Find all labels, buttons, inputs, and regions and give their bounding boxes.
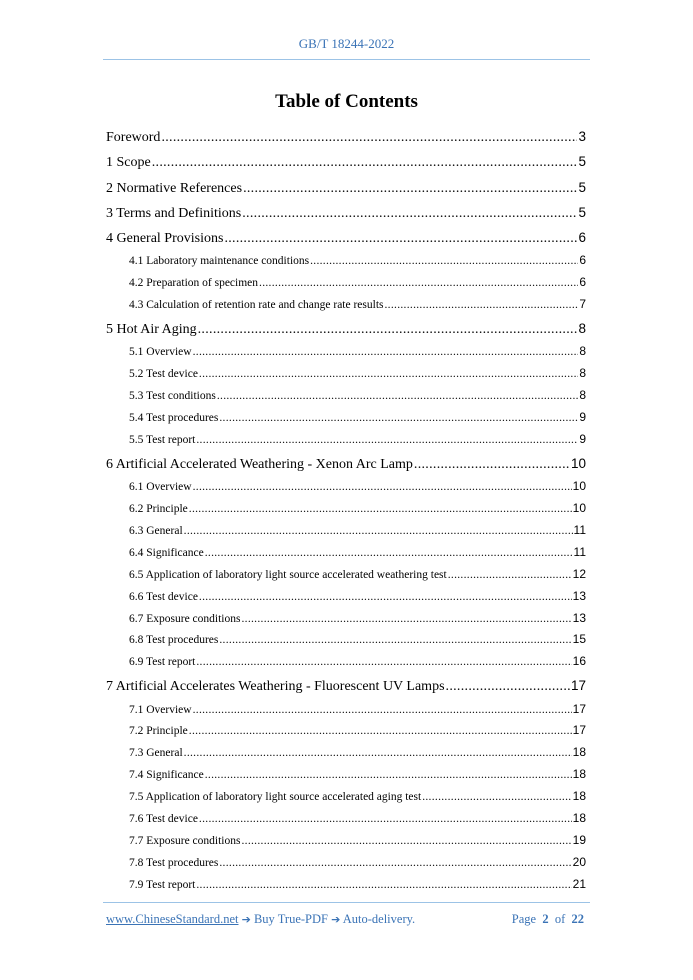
- toc-entry-subsection[interactable]: [106, 542, 586, 564]
- toc-entry-page-number: 17: [570, 678, 586, 694]
- toc-entry-subsection[interactable]: [106, 385, 586, 407]
- toc-entry-title: 6.8 Test procedures: [129, 634, 219, 647]
- toc-entry-page-number: 17: [572, 701, 586, 716]
- buy-true-pdf-text: Buy True-PDF: [253, 912, 328, 926]
- toc-entry-page-number: 17: [572, 723, 586, 738]
- toc-entry-subsection[interactable]: [106, 407, 586, 429]
- toc-dot-leader: [242, 201, 577, 226]
- toc-entry-page-number: 8: [579, 388, 586, 403]
- toc-entry-subsection[interactable]: [106, 586, 586, 608]
- toc-entry-page-number: 7: [579, 297, 586, 312]
- toc-dot-leader: [189, 499, 572, 521]
- toc-entry-title: 4 General Provisions: [106, 231, 224, 247]
- toc-entry-subsection[interactable]: [106, 520, 586, 542]
- toc-entry-page-number: 6: [579, 253, 586, 268]
- toc-dot-leader: [193, 477, 572, 499]
- header-divider: [103, 59, 590, 60]
- toc-entry-subsection[interactable]: [106, 294, 586, 316]
- toc-entry-title: 7.4 Significance: [129, 769, 204, 782]
- right-arrow-icon: ➔: [331, 913, 341, 926]
- website-link[interactable]: www.ChineseStandard.net: [106, 912, 239, 926]
- toc-dot-leader: [196, 430, 578, 452]
- toc-entry-subsection[interactable]: [106, 808, 586, 830]
- toc-entry-section[interactable]: [106, 451, 586, 476]
- toc-entry-title: 6.9 Test report: [129, 656, 196, 669]
- toc-entry-page-number: 6: [578, 230, 586, 246]
- toc-entry-page-number: 11: [573, 544, 586, 559]
- toc-dot-leader: [196, 875, 571, 897]
- toc-entry-page-number: 9: [579, 432, 586, 447]
- toc-dot-leader: [219, 408, 578, 430]
- toc-entry-page-number: 19: [572, 832, 586, 847]
- toc-entry-page-number: 18: [572, 789, 586, 804]
- toc-entry-subsection[interactable]: [106, 720, 586, 742]
- toc-entry-title: 5.5 Test report: [129, 434, 196, 447]
- toc-dot-leader: [184, 743, 572, 765]
- page-title: Table of Contents: [275, 91, 418, 112]
- footer-links: [106, 912, 415, 927]
- toc-entry-page-number: 21: [572, 876, 586, 891]
- toc-entry-title: 5.1 Overview: [129, 346, 192, 359]
- toc-entry-page-number: 5: [578, 179, 586, 195]
- toc-entry-section[interactable]: [106, 316, 586, 341]
- toc-entry-subsection[interactable]: [106, 363, 586, 385]
- toc-entry-subsection[interactable]: [106, 764, 586, 786]
- toc-entry-title: 6.4 Significance: [129, 546, 204, 559]
- toc-entry-title: 6.1 Overview: [129, 481, 192, 494]
- toc-dot-leader: [241, 609, 571, 631]
- total-page-count: 22: [571, 912, 584, 926]
- toc-entry-title: Foreword: [106, 130, 161, 145]
- toc-entry-subsection[interactable]: [106, 476, 586, 498]
- toc-entry-page-number: 18: [572, 810, 586, 825]
- toc-entry-subsection[interactable]: [106, 272, 586, 294]
- toc-entry-page-number: 8: [579, 344, 586, 359]
- toc-entry-page-number: 8: [579, 366, 586, 381]
- toc-entry-page-number: 10: [572, 501, 586, 516]
- toc-dot-leader: [196, 652, 571, 674]
- toc-entry-page-number: 11: [573, 522, 586, 537]
- toc-entry-title: 4.1 Laboratory maintenance conditions: [129, 255, 310, 268]
- toc-entry-subsection[interactable]: [106, 651, 586, 673]
- toc-dot-leader: [217, 386, 578, 408]
- toc-entry-subsection[interactable]: [106, 786, 586, 808]
- toc-entry-title: 6.2 Principle: [129, 503, 188, 516]
- toc-entry-title: 4.2 Preparation of specimen: [129, 277, 259, 290]
- toc-entry-title: 7.5 Application of laboratory light source accelerated aging test: [129, 791, 422, 804]
- page-footer: [106, 912, 584, 927]
- toc-dot-leader: [152, 150, 578, 175]
- table-of-contents: [106, 124, 586, 896]
- auto-delivery-text: Auto-delivery.: [342, 912, 416, 926]
- toc-dot-leader: [199, 364, 578, 386]
- toc-dot-leader: [189, 721, 572, 743]
- toc-entry-subsection[interactable]: [106, 852, 586, 874]
- toc-entry-title: 2 Normative References: [106, 180, 243, 196]
- toc-entry-title: 6.3 General: [129, 524, 183, 537]
- toc-entry-page-number: 18: [572, 767, 586, 782]
- toc-entry-title: 6.7 Exposure conditions: [129, 612, 241, 625]
- toc-dot-leader: [385, 295, 579, 317]
- toc-dot-leader: [199, 587, 572, 609]
- toc-entry-page-number: 13: [572, 588, 586, 603]
- toc-dot-leader: [205, 543, 573, 565]
- toc-entry-subsection[interactable]: [106, 699, 586, 721]
- toc-entry-page-number: 20: [572, 854, 586, 869]
- toc-dot-leader: [224, 226, 577, 251]
- toc-entry-page-number: 10: [570, 455, 586, 471]
- toc-entry-title: 7.6 Test device: [129, 812, 198, 825]
- toc-dot-leader: [198, 317, 578, 342]
- toc-dot-leader: [310, 251, 578, 273]
- toc-entry-title: 6.6 Test device: [129, 590, 198, 603]
- toc-entry-page-number: 13: [572, 610, 586, 625]
- toc-entry-subsection[interactable]: [106, 341, 586, 363]
- toc-entry-section[interactable]: [106, 124, 586, 149]
- toc-entry-title: 7.8 Test procedures: [129, 856, 219, 869]
- toc-entry-title: 7 Artificial Accelerates Weathering - Fluorescent UV Lamps: [106, 679, 445, 695]
- toc-entry-title: 5.3 Test conditions: [129, 390, 216, 403]
- current-page-number: 2: [542, 912, 549, 926]
- toc-entry-page-number: 16: [572, 654, 586, 669]
- toc-entry-subsection[interactable]: [106, 629, 586, 651]
- document-id-header: GB/T 18244-2022: [298, 36, 395, 51]
- toc-dot-leader: [414, 452, 570, 477]
- toc-entry-title: 7.1 Overview: [129, 703, 192, 716]
- toc-entry-section[interactable]: [106, 200, 586, 225]
- toc-dot-leader: [193, 342, 579, 364]
- toc-entry-subsection[interactable]: [106, 830, 586, 852]
- toc-entry-title: 7.3 General: [129, 747, 183, 760]
- toc-entry-subsection[interactable]: [106, 608, 586, 630]
- toc-entry-subsection[interactable]: [106, 429, 586, 451]
- toc-entry-title: 7.7 Exposure conditions: [129, 834, 241, 847]
- toc-dot-leader: [243, 176, 577, 201]
- toc-entry-title: 7.9 Test report: [129, 878, 196, 891]
- toc-entry-subsection[interactable]: [106, 742, 586, 764]
- toc-entry-page-number: 5: [578, 204, 586, 220]
- footer-divider: [103, 902, 590, 903]
- toc-dot-leader: [446, 674, 570, 699]
- toc-entry-page-number: 9: [579, 410, 586, 425]
- toc-dot-leader: [161, 125, 577, 150]
- toc-entry-page-number: 6: [579, 275, 586, 290]
- toc-dot-leader: [205, 765, 572, 787]
- toc-entry-title: 5.4 Test procedures: [129, 412, 219, 425]
- toc-entry-title: 6 Artificial Accelerated Weathering - Xenon Arc Lamp: [106, 456, 413, 472]
- toc-entry-subsection[interactable]: [106, 564, 586, 586]
- toc-entry-page-number: 5: [578, 154, 586, 170]
- toc-entry-title: 4.3 Calculation of retention rate and change rate results: [129, 299, 384, 312]
- toc-entry-title: 3 Terms and Definitions: [106, 205, 242, 221]
- toc-entry-subsection[interactable]: [106, 250, 586, 272]
- toc-dot-leader: [219, 630, 571, 652]
- toc-entry-page-number: 15: [572, 632, 586, 647]
- toc-entry-title: 5.2 Test device: [129, 368, 198, 381]
- page-indicator: [512, 912, 584, 927]
- toc-dot-leader: [184, 521, 573, 543]
- toc-dot-leader: [259, 273, 578, 295]
- toc-dot-leader: [422, 787, 571, 809]
- toc-entry-title: 1 Scope: [106, 155, 151, 171]
- toc-entry-subsection[interactable]: [106, 498, 586, 520]
- toc-entry-section[interactable]: [106, 149, 586, 174]
- toc-dot-leader: [241, 831, 571, 853]
- toc-entry-title: 7.2 Principle: [129, 725, 188, 738]
- toc-entry-title: 5 Hot Air Aging: [106, 322, 197, 338]
- right-arrow-icon: ➔: [241, 913, 251, 926]
- toc-entry-section[interactable]: [106, 673, 586, 698]
- page-of-label: of: [554, 912, 566, 926]
- toc-entry-page-number: 3: [578, 129, 586, 144]
- toc-entry-title: 6.5 Application of laboratory light source accelerated weathering test: [129, 568, 447, 581]
- toc-entry-page-number: 18: [572, 745, 586, 760]
- toc-entry-page-number: 10: [572, 479, 586, 494]
- page-label: Page: [511, 912, 537, 926]
- toc-dot-leader: [193, 700, 572, 722]
- toc-entry-subsection[interactable]: [106, 874, 586, 896]
- toc-dot-leader: [219, 853, 571, 875]
- toc-entry-section[interactable]: [106, 175, 586, 200]
- toc-dot-leader: [448, 565, 572, 587]
- toc-entry-page-number: 8: [578, 321, 586, 337]
- toc-dot-leader: [199, 809, 572, 831]
- toc-entry-page-number: 12: [572, 566, 586, 581]
- toc-entry-section[interactable]: [106, 225, 586, 250]
